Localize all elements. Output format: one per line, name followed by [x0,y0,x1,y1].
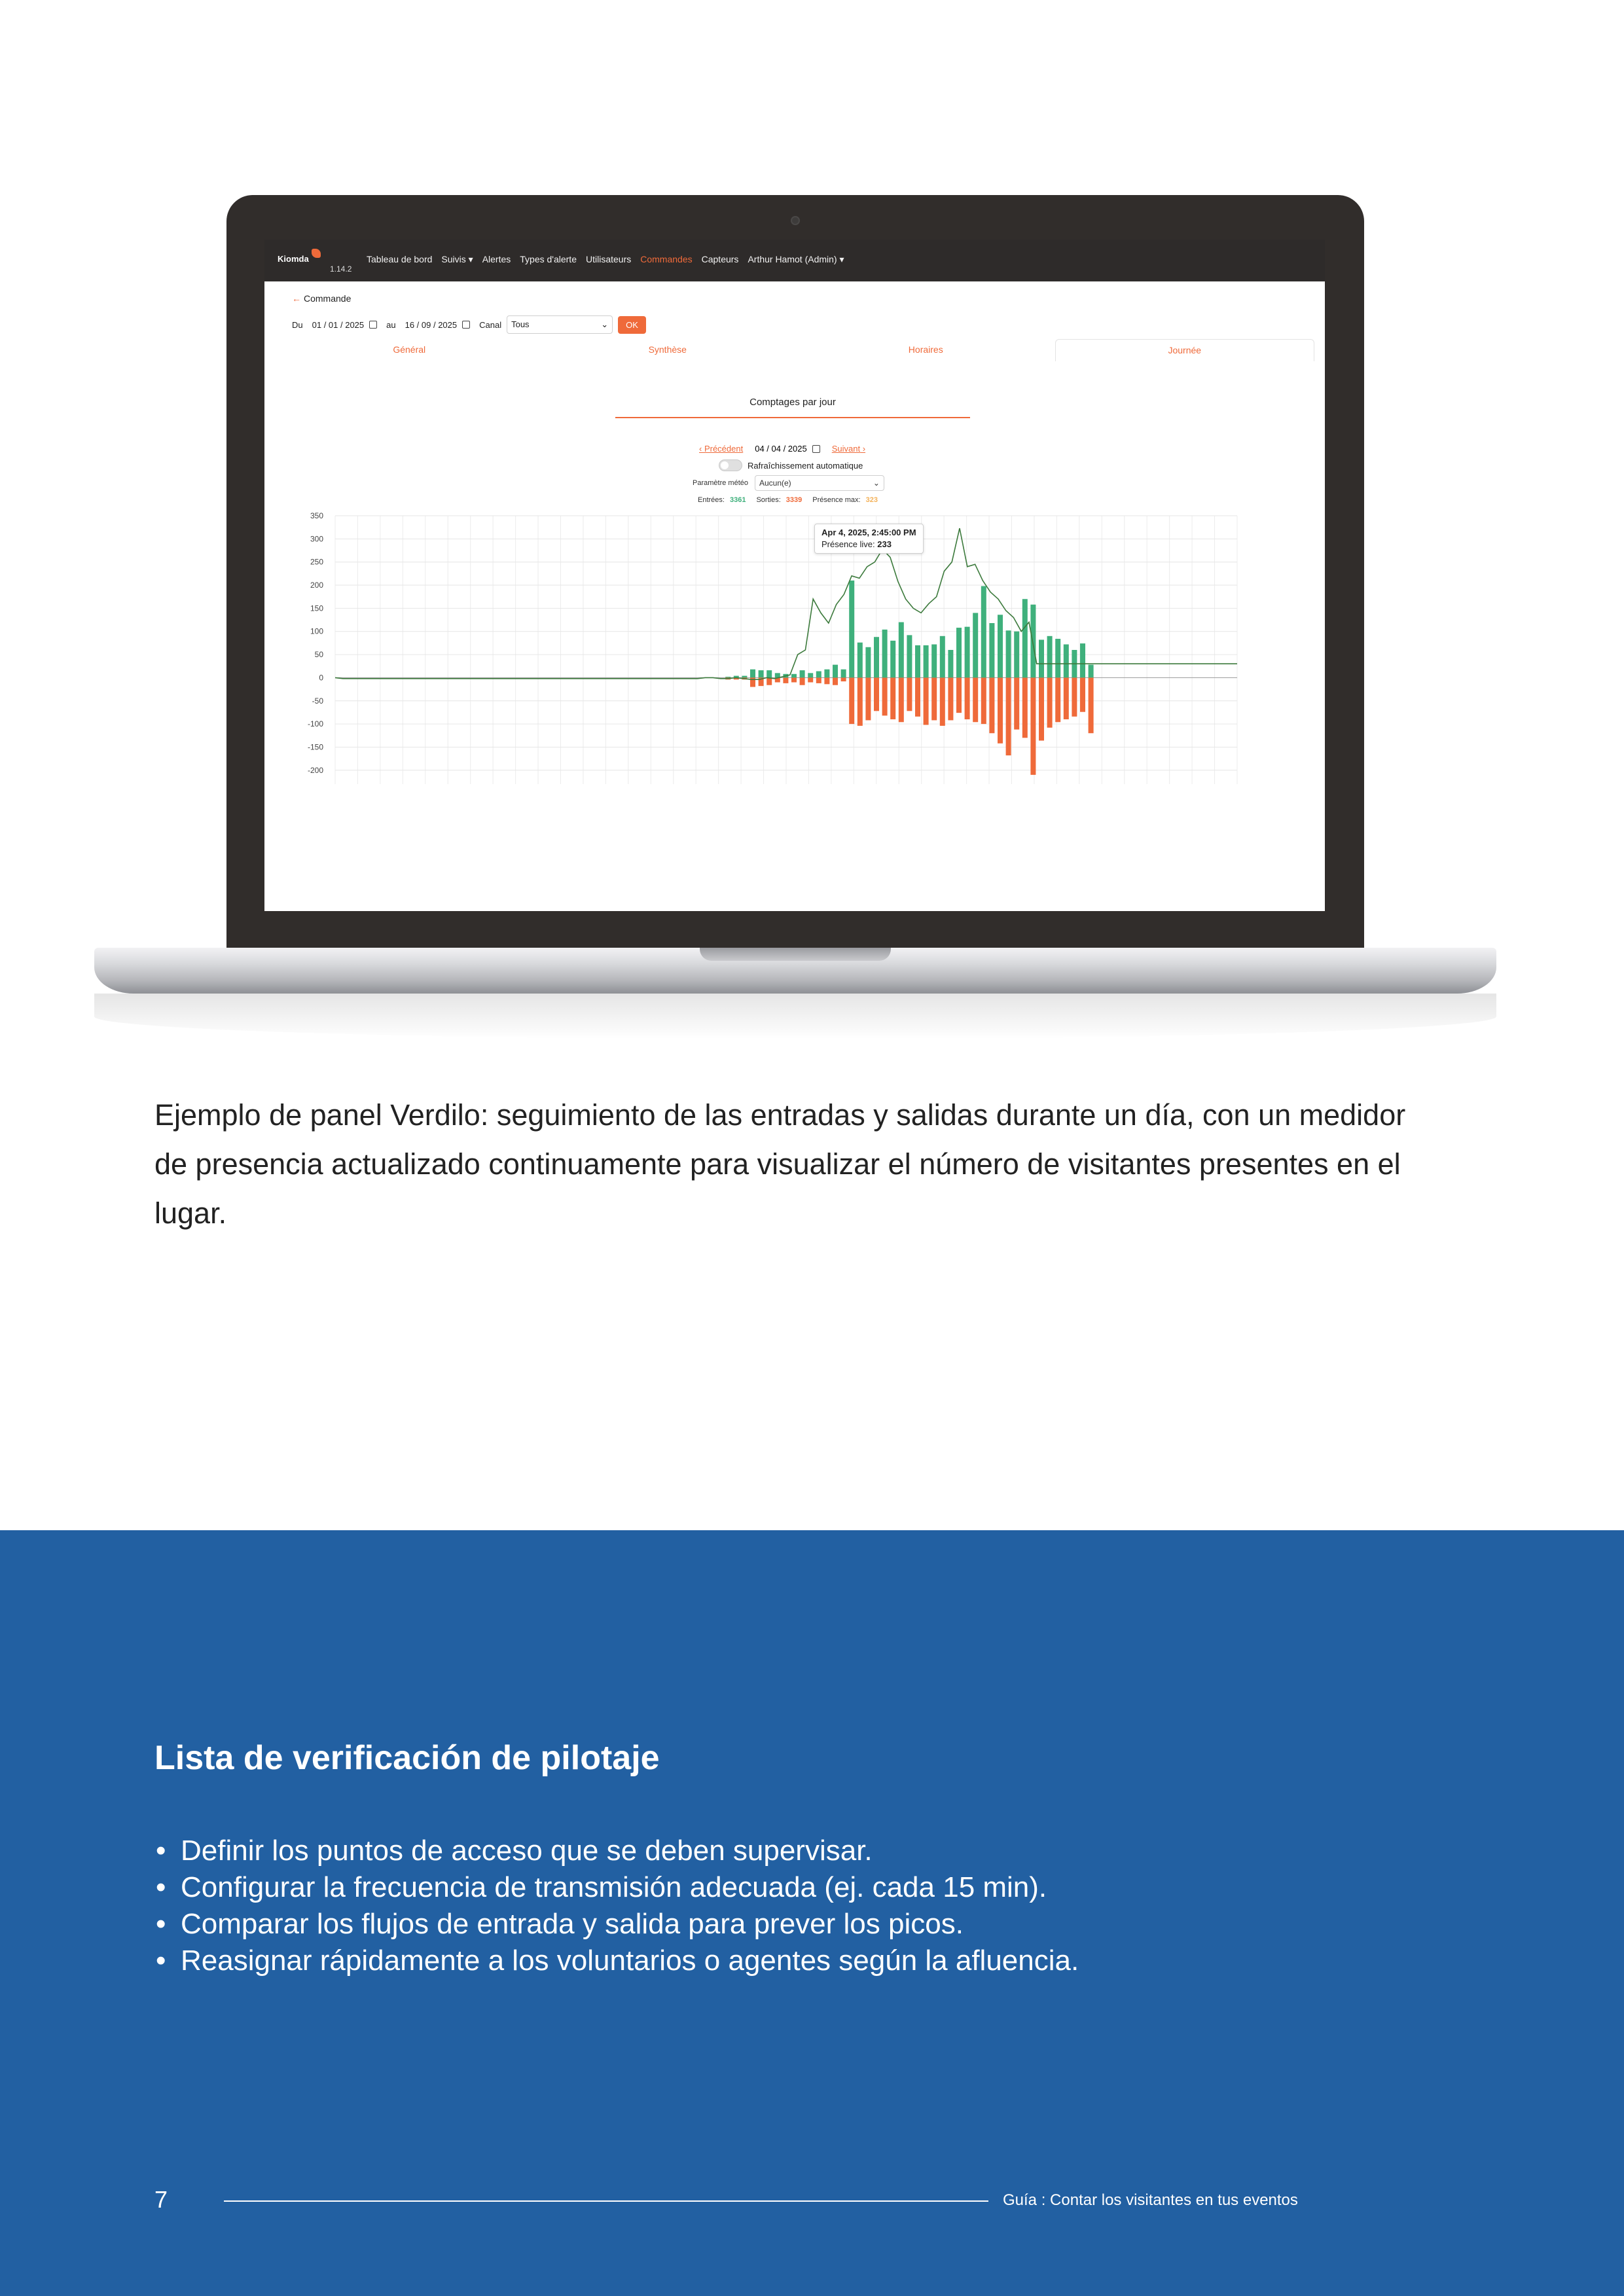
tooltip-label: Présence live: [821,539,875,549]
to-date-value: 16 / 09 / 2025 [405,319,458,330]
entries-bar [742,676,747,678]
auto-refresh-label: Rafraîchissement automatique [748,460,863,471]
y-tick-label: 350 [310,511,323,520]
exits-bar [824,677,829,684]
entries-bar [1006,630,1011,677]
y-tick-label: 150 [310,603,323,613]
section-title: Comptages par jour [615,397,970,418]
exits-bar [948,677,953,720]
chart-tooltip [814,524,924,554]
caption-line-2: de presencia actualizado continuamente para visualizar el número de visitantes presentes en el [154,1147,1401,1181]
entries-bar [1014,632,1019,678]
exits-bar [857,677,863,726]
next-day-link[interactable]: Suivant › [831,444,866,454]
entries-bar [800,670,805,677]
entries-bar [924,645,929,677]
meteo-label: Paramètre météo [693,479,748,487]
chevron-down-icon: ⌄ [873,478,880,488]
tab-journee[interactable]: Journée [1055,339,1315,361]
exits-bar [865,677,871,720]
entries-bar [865,647,871,678]
entries-bar [931,645,937,678]
entries-value: 3361 [729,496,746,504]
exits-bar [1006,677,1011,755]
exits-bar [882,677,888,715]
entries-bar [841,670,846,678]
exits-bar [1072,677,1077,716]
nav-item-users[interactable]: Utilisateurs [586,254,632,264]
entries-bar [767,670,772,677]
exits-bar [1014,677,1019,729]
footer-divider [224,2200,988,2202]
nav-item-alertes[interactable]: Alertes [482,254,511,264]
nav-item-alert-types[interactable]: Types d'alerte [520,254,577,264]
from-date-value: 01 / 01 / 2025 [312,319,365,330]
checklist [154,1833,1079,1979]
tooltip-value: 233 [877,539,892,549]
entries-bar [833,665,838,678]
exits-bar [940,677,945,726]
back-link-label: Commande [304,293,352,304]
y-tick-label: -100 [307,719,323,729]
entries-bar [750,670,755,678]
laptop-screen [264,240,1325,911]
camera-icon [791,216,800,225]
caption-line-1: Ejemplo de panel Verdilo: seguimiento de las entradas y salidas durante un día, con un medidor [154,1098,1406,1132]
exits-bar [1022,677,1028,738]
entries-bar [1030,605,1036,678]
entries-bar [1055,639,1060,677]
entries-bar [981,586,986,677]
entries-bar [940,636,945,678]
entries-bar [1022,599,1028,677]
entries-bar [857,643,863,678]
y-tick-label: 50 [314,650,323,660]
y-tick-label: 100 [310,626,323,636]
entries-bar [965,627,970,678]
back-arrow-icon: ← [292,293,301,304]
entries-bar [973,613,978,677]
figure-caption [154,1090,1464,1238]
nav-item-user-menu[interactable]: Arthur Hamot (Admin) ▾ [748,254,844,264]
entries-bar [989,623,994,677]
counts-chart [264,240,1325,911]
tooltip-date: Apr 4, 2025, 2:45:00 PM [821,528,916,537]
meteo-value: Aucun(e) [759,478,791,488]
tab-horaires[interactable]: Horaires [908,344,943,355]
entries-bar [1039,639,1044,677]
exits-bar [998,677,1003,743]
brand-logo[interactable]: Kiomda [278,254,309,264]
exits-bar [1030,677,1036,774]
exits-bar [915,677,920,716]
exits-value: 3339 [785,496,803,504]
screen-bezel [257,785,264,911]
exits-bar [890,677,895,719]
ok-button[interactable]: OK [618,316,646,334]
exits-bar [981,677,986,724]
entries-bar [890,641,895,678]
exits-bar [808,677,813,682]
max-label: Présence max: [812,496,861,504]
y-tick-label: 250 [310,557,323,567]
exits-bar [816,677,821,683]
entries-bar [1089,665,1094,678]
to-label: au [386,319,396,330]
checklist-title: Lista de verificación de pilotaje [154,1739,660,1777]
entries-bar [882,630,888,678]
entries-bar [874,637,879,677]
y-tick-label: 300 [310,534,323,544]
checklist-item: • Configurar la frecuencia de transmisión adecuada (ej. cada 15 min). [154,1869,1079,1906]
y-tick-label: 0 [319,673,323,683]
checklist-item: • Definir los puntos de acceso que se deben supervisar. [154,1833,1079,1869]
exits-bar [1089,677,1094,733]
exits-bar [931,677,937,720]
entries-bar [915,645,920,677]
footer-title: Guía : Contar los visitantes en tus eventos [1003,2191,1298,2209]
caption-line-3: lugar. [154,1196,227,1230]
tab-synthese[interactable]: Synthèse [648,344,687,355]
entries-bar [791,674,797,678]
exits-bar [783,677,788,683]
y-tick-label: -150 [307,742,323,752]
entries-bar [808,673,813,677]
nav-item-suivis[interactable]: Suivis ▾ [441,254,473,264]
exits-bar [1047,677,1053,727]
exits-bar [973,677,978,722]
canal-label: Canal [479,319,502,330]
exits-bar [767,677,772,685]
exits-bar [791,677,797,682]
exits-bar [907,677,912,711]
previous-day-link[interactable]: ‹ Précédent [699,444,744,454]
exits-bar [956,677,962,713]
max-value: 323 [865,496,878,504]
laptop-notch [700,948,891,961]
entries-bar [1080,643,1085,677]
app-version: 1.14.2 [330,264,352,274]
exits-bar [1080,677,1085,711]
from-label: Du [292,319,303,330]
exits-bar [874,677,879,711]
entries-bar [998,615,1003,677]
entries-bar [1047,636,1053,678]
exits-bar [800,677,805,685]
exits-bar [1055,677,1060,722]
entries-bar [948,650,953,677]
entries-bar [907,635,912,677]
checklist-item: • Comparar los flujos de entrada y salida para prever los picos. [154,1906,1079,1943]
canal-value: Tous [511,319,530,329]
chevron-down-icon: ⌄ [601,319,609,329]
exits-bar [833,677,838,685]
next-day-label: Suivant [831,444,861,454]
entries-bar [759,670,764,677]
exits-bar [965,677,970,719]
nav-item-dashboard[interactable]: Tableau de bord [367,254,433,264]
entries-bar [899,622,904,678]
entries-bar [1064,645,1069,678]
checklist-item: • Reasignar rápidamente a los voluntarios o agentes según la afluencia. [154,1943,1079,1979]
entries-label: Entrées: [698,496,725,504]
exits-label: Sorties: [756,496,781,504]
day-date-value: 04 / 04 / 2025 [755,444,807,454]
exits-bar [899,677,904,722]
previous-day-label: Précédent [704,444,744,454]
entries-bar [849,581,854,677]
exits-bar [1039,677,1044,740]
exits-bar [841,677,846,681]
exits-bar [1064,677,1069,719]
y-tick-label: 200 [310,581,323,590]
entries-bar [824,670,829,678]
laptop-shadow [94,994,1496,1039]
tooltip-row [821,539,916,550]
exits-bar [924,677,929,725]
y-tick-label: -50 [312,696,323,706]
y-tick-label: -200 [307,765,323,775]
page-number: 7 [154,2186,168,2213]
entries-bar [956,628,962,677]
exits-bar [989,677,994,733]
exits-bar [849,677,854,724]
entries-bar [816,672,821,678]
tab-general[interactable]: Général [393,344,426,355]
nav-item-capteurs[interactable]: Capteurs [701,254,739,264]
nav-item-commandes[interactable]: Commandes [640,254,693,264]
